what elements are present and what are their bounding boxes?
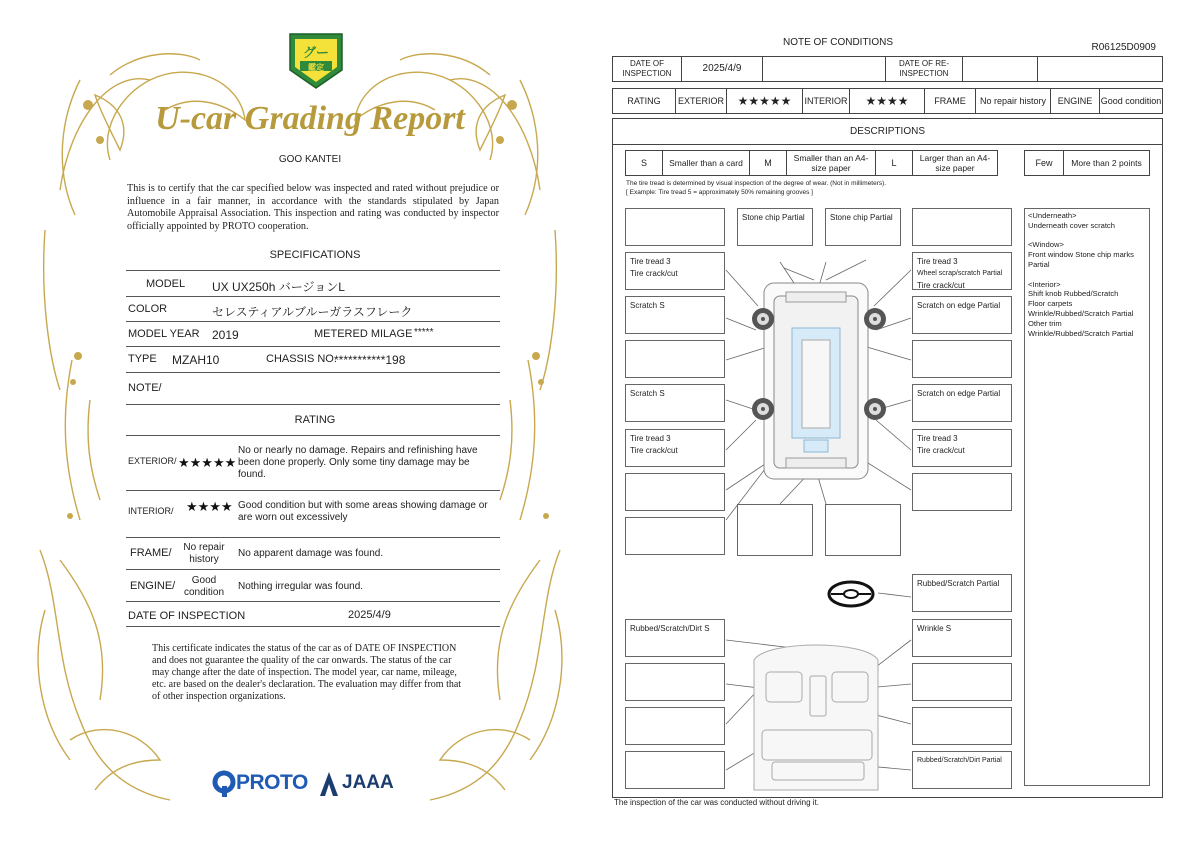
date-of-inspection-label: DATE OF INSPECTION (612, 56, 682, 82)
engine-label: ENGINE/ (130, 580, 176, 592)
exterior-label: EXTERIOR/ (128, 456, 177, 466)
legend-few: Few (1024, 150, 1064, 176)
note-box-interior-right-3 (912, 707, 1012, 745)
frame-label: FRAME (924, 88, 976, 114)
color-label: COLOR (128, 303, 168, 315)
notes-line: Floor carpets (1028, 299, 1073, 309)
frame-description: No apparent damage was found. (238, 548, 384, 559)
report-subtitle: GOO KANTEI (278, 154, 342, 165)
note-box-left-7 (625, 473, 725, 511)
exterior-stars: ★★★★★ (726, 88, 803, 114)
exterior-description: No or nearly no damage. Repairs and refinishing have been done properly. Only some tiny damage may be found. (238, 445, 478, 480)
notes-line: <Underneath> (1028, 211, 1077, 220)
date-of-inspection-label: DATE OF INSPECTION (128, 610, 246, 622)
note-box-interior-left-3 (625, 707, 725, 745)
legend-m: M (749, 150, 787, 176)
date-of-inspection-value: 2025/4/9 (681, 56, 763, 82)
note-box-interior-right-2 (912, 663, 1012, 701)
legend-l: L (875, 150, 913, 176)
note-box-steering: Rubbed/Scratch Partial (912, 574, 1012, 612)
notes-line: Shift knob Rubbed/Scratch (1028, 289, 1119, 299)
note-box-top-mid-right: Stone chip Partial (825, 208, 901, 246)
reference-number: R06125D0909 (1091, 42, 1156, 53)
note-box-bottom-mid-left (737, 504, 813, 556)
notes-line: Front window Stone chip marks Partial (1028, 250, 1134, 269)
model-value: UX UX250h バージョンL (212, 280, 345, 294)
date-of-inspection-value: 2025/4/9 (348, 609, 391, 621)
legend-m-text: Smaller than an A4-size paper (786, 150, 876, 176)
note-box-interior-left-2 (625, 663, 725, 701)
specifications-heading: SPECIFICATIONS (269, 249, 361, 261)
legend-few-text: More than 2 points (1063, 150, 1150, 176)
type-label: TYPE (128, 353, 157, 365)
model-year-value: 2019 (212, 328, 239, 342)
note-box-right-scratch-1: Scratch on edge Partial (912, 296, 1012, 334)
goo-kantei-badge-icon (286, 30, 346, 92)
note-box-right-scratch-2: Scratch on edge Partial (912, 384, 1012, 422)
interior-label: INTERIOR/ (128, 506, 174, 516)
frame-value: No repair history (183, 542, 225, 565)
note-box-bottom-mid-right (825, 504, 901, 556)
note-box-right-1 (912, 208, 1012, 246)
notes-line: Other trim (1028, 318, 1062, 328)
notes-panel (1024, 208, 1150, 786)
note-box-left-tire-rear: Tire tread 3 Tire crack/cut (625, 429, 725, 467)
descriptions-heading: DESCRIPTIONS (612, 118, 1163, 145)
steering-wheel-icon (829, 582, 873, 606)
note-box-right-7 (912, 473, 1012, 511)
note-box-left-scratch-2: Scratch S (625, 384, 725, 422)
notes-line (1028, 270, 1146, 280)
frame-value: No repair history (975, 88, 1051, 114)
exterior-stars: ★★★★★ (178, 455, 237, 470)
tire-note-1: The tire tread is determined by visual inspection of the degree of wear. (Not in millimeters). (626, 180, 887, 187)
interior-label: INTERIOR (802, 88, 850, 114)
note-box-right-tire-rear: Tire tread 3 Tire crack/cut (912, 429, 1012, 467)
exterior-label: EXTERIOR (675, 88, 727, 114)
interior-description: Good condition but with some areas showing damage or are worn out excessively (238, 500, 488, 523)
engine-description: Nothing irregular was found. (238, 581, 364, 592)
note-label: NOTE/ (128, 382, 162, 394)
model-label: MODEL (146, 278, 186, 290)
note-box-interior-left-4 (625, 751, 725, 789)
svg-text:グー: グー (302, 46, 330, 61)
tire-note-2: [ Example: Tire tread 5 = approximately 50% remaining grooves ] (626, 189, 813, 196)
legend-s: S (625, 150, 663, 176)
note-box-left-8 (625, 517, 725, 555)
type-value: MZAH10 (172, 353, 220, 367)
proto-logo-text: PROTO (236, 771, 308, 794)
proto-logo-icon (212, 770, 236, 798)
rating-label: RATING (612, 88, 676, 114)
note-box-left-4 (625, 340, 725, 378)
engine-label: ENGINE (1050, 88, 1100, 114)
note-box-interior-right-4: Rubbed/Scratch/Dirt Partial (912, 751, 1012, 789)
legend-l-text: Larger than an A4-size paper (912, 150, 998, 176)
jaaa-logo-text: JAAA (342, 772, 394, 793)
rating-heading: RATING (294, 414, 336, 426)
note-box-right-tire-front: Tire tread 3 Wheel scrap/scratch Partial Tire crack/cut (912, 252, 1012, 290)
note-box-interior-right-1: Wrinkle S (912, 619, 1012, 657)
chassis-value: ***********198 (334, 353, 406, 367)
note-box-left-scratch-1: Scratch S (625, 296, 725, 334)
color-value: セレスティアルブルーガラスフレーク (212, 305, 413, 319)
notes-line: <Window> (1028, 240, 1064, 250)
note-box-interior-left-1: Rubbed/Scratch/Dirt S (625, 619, 725, 657)
frame-label: FRAME/ (130, 547, 172, 559)
note-of-conditions-sheet (606, 0, 1200, 848)
note-box-left-1 (625, 208, 725, 246)
note-box-left-tire-front: Tire tread 3 Tire crack/cut (625, 252, 725, 290)
notes-line: Wrinkle/Rubbed/Scratch Partial (1028, 328, 1134, 338)
note-box-top-mid-left: Stone chip Partial (737, 208, 813, 246)
notes-line: Wrinkle/Rubbed/Scratch Partial (1028, 308, 1134, 318)
notes-line: Underneath cover scratch (1028, 220, 1115, 230)
engine-value: Good condition (1099, 88, 1163, 114)
report-title: U-car Grading Report (155, 100, 465, 137)
interior-stars: ★★★★ (186, 499, 233, 514)
legend-s-text: Smaller than a card (662, 150, 750, 176)
certification-intro: This is to certify that the car specified below was inspected and rated without prejudice or influence in a fair manner, in accordance with the standards stipulated by Japan Automobile Appraisal Association. This inspection and rating was conducted by inspector officially appointed by PROTO cooperation. (127, 183, 499, 232)
metered-milage-value: ***** (414, 327, 434, 338)
interior-stars: ★★★★ (849, 88, 925, 114)
notes-line: <Interior> (1028, 279, 1061, 289)
model-year-label: MODEL YEAR (128, 328, 200, 340)
svg-text:鑑定: 鑑定 (308, 63, 324, 72)
engine-value: Good condition (183, 575, 225, 598)
conditions-title: NOTE OF CONDITIONS (783, 37, 893, 48)
note-box-right-4 (912, 340, 1012, 378)
chassis-label: CHASSIS NO. (266, 353, 337, 365)
notes-line (1028, 231, 1146, 241)
conditions-footer: The inspection of the car was conducted without driving it. (614, 798, 819, 807)
metered-milage-label: METERED MILAGE (314, 328, 413, 340)
certificate-footer-text: This certificate indicates the status of the car as of DATE OF INSPECTION and does not guarantee the quality of the car onwards. The status of the car may change after the date of inspection. The model year, car name, mileage, etc. are based on the dealer's declaration. The evaluation may differ from that of other inspection organizations. (152, 643, 462, 702)
jaaa-logo-icon (318, 770, 340, 798)
date-of-reinspection-label: DATE OF RE-INSPECTION (885, 56, 963, 82)
